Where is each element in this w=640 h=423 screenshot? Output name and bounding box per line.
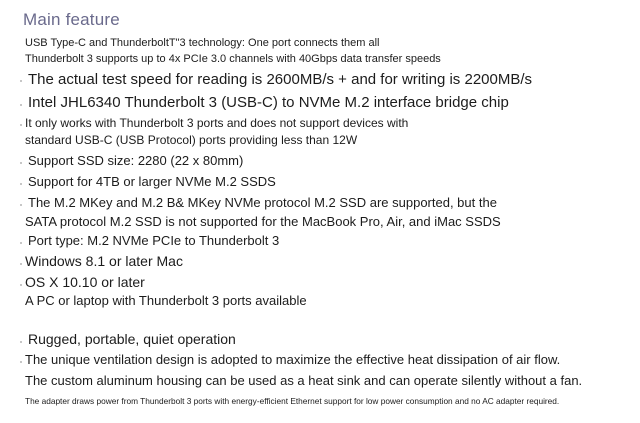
bullet-dot-icon [20, 361, 22, 363]
feature-line-osx: OS X 10.10 or later [25, 274, 145, 290]
bullet-dot-icon [20, 124, 22, 126]
feature-line-ventilation: The unique ventilation design is adopted to maximize the effective heat dissipation of air flow. [25, 352, 561, 367]
feature-line-aluminum: The custom aluminum housing can be used as a heat sink and can operate silently without a fan. [25, 373, 583, 388]
feature-line-pcie-channels: Thunderbolt 3 supports up to 4x PCIe 3.0 channels with 40Gbps data transfer speeds [25, 53, 441, 65]
bullet-dot-icon [20, 204, 22, 206]
bullet-dot-icon [20, 242, 22, 244]
feature-line-bridge-chip: Intel JHL6340 Thunderbolt 3 (USB-C) to NVMe M.2 interface bridge chip [28, 94, 509, 111]
feature-line-pc-laptop: A PC or laptop with Thunderbolt 3 ports available [25, 293, 307, 308]
feature-line-power: The adapter draws power from Thunderbolt 3 ports with energy-efficient Ethernet support for low power consumption and no AC adapter required. [25, 396, 560, 406]
feature-line-usb-type-c: USB Type-C and ThunderboltT"3 technology: One port connects them all [25, 37, 380, 49]
feature-line-mkey-1: The M.2 MKey and M.2 B& MKey NVMe protocol M.2 SSD are supported, but the [28, 195, 497, 210]
feature-line-windows: Windows 8.1 or later Mac [25, 253, 183, 269]
bullet-dot-icon [20, 104, 22, 106]
feature-line-4tb: Support for 4TB or larger NVMe M.2 SSDS [28, 174, 276, 189]
feature-line-compat-1: It only works with Thunderbolt 3 ports and does not support devices with [25, 116, 409, 130]
bullet-dot-icon [20, 263, 22, 265]
bullet-dot-icon [20, 341, 22, 343]
feature-line-port-type: Port type: M.2 NVMe PCIe to Thunderbolt 3 [28, 233, 280, 248]
bullet-dot-icon [20, 284, 22, 286]
feature-line-ssd-size: Support SSD size: 2280 (22 x 80mm) [28, 153, 244, 168]
feature-line-compat-2: standard USB-C (USB Protocol) ports providing less than 12W [25, 133, 358, 147]
bullet-dot-icon [20, 80, 22, 82]
feature-line-test-speed: The actual test speed for reading is 2600MB/s + and for writing is 2200MB/s [28, 71, 533, 88]
feature-line-mkey-2: SATA protocol M.2 SSD is not supported for the MacBook Pro, Air, and iMac SSDS [25, 214, 501, 229]
bullet-dot-icon [20, 162, 22, 164]
bullet-dot-icon [20, 183, 22, 185]
main-feature-heading: Main feature [23, 10, 120, 29]
feature-line-rugged: Rugged, portable, quiet operation [28, 331, 236, 347]
